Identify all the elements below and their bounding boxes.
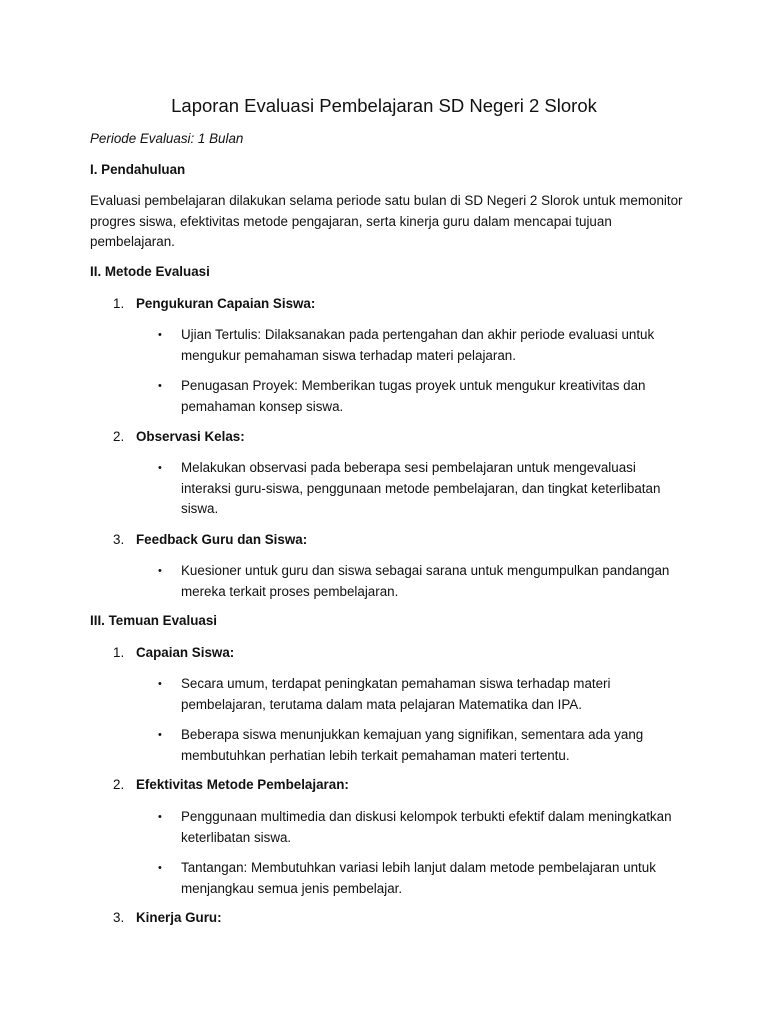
- list-item-label: Capaian Siswa:: [136, 645, 235, 660]
- bullet-text: Penugasan Proyek: Memberikan tugas proyek untuk mengukur kreativitas dan pemahaman konsep siswa.: [181, 378, 646, 414]
- bullet-text: Beberapa siswa menunjukkan kemajuan yang signifikan, sementara ada yang membutuhkan perhatian lebih terkait pemahaman materi tertentu.: [181, 727, 644, 763]
- list-number: 3.: [113, 532, 125, 547]
- bullet-text: Melakukan observasi pada beberapa sesi pembelajaran untuk mengevaluasi interaksi guru-siswa, penggunaan metode pembelajaran, dan tingkat keterlibatan siswa.: [181, 460, 661, 516]
- list-item: [158, 376, 678, 417]
- evaluation-period: Periode Evaluasi: 1 Bulan: [90, 131, 244, 146]
- list-item: [158, 325, 678, 366]
- list-item: [158, 725, 678, 766]
- list-item: [158, 858, 678, 899]
- method-item-2: [113, 429, 245, 444]
- list-item-label: Observasi Kelas:: [136, 429, 245, 444]
- list-item: [158, 458, 678, 520]
- bullet-icon: •: [158, 678, 162, 690]
- list-item-label: Efektivitas Metode Pembelajaran:: [136, 777, 349, 792]
- method-item-3: [113, 532, 307, 547]
- bullet-icon: •: [158, 565, 162, 577]
- list-number: 2.: [113, 777, 125, 792]
- bullet-icon: •: [158, 462, 162, 474]
- list-number: 3.: [113, 910, 125, 925]
- method-item-1: [113, 296, 315, 311]
- section-heading-method: II. Metode Evaluasi: [90, 264, 210, 279]
- list-item: [158, 807, 678, 848]
- list-item-label: Kinerja Guru:: [136, 910, 222, 925]
- bullet-icon: •: [158, 862, 162, 874]
- section-heading-findings: III. Temuan Evaluasi: [90, 613, 218, 628]
- bullet-icon: •: [158, 380, 162, 392]
- findings-item-2: [113, 777, 349, 792]
- bullet-icon: •: [158, 811, 162, 823]
- list-item-label: Pengukuran Capaian Siswa:: [136, 296, 316, 311]
- bullet-text: Ujian Tertulis: Dilaksanakan pada pertengahan dan akhir periode evaluasi untuk mengukur pemahaman siswa terhadap materi pelajaran.: [181, 327, 655, 363]
- bullet-icon: •: [158, 729, 162, 741]
- list-number: 1.: [113, 645, 125, 660]
- document-title: Laporan Evaluasi Pembelajaran SD Negeri 2 Slorok: [171, 95, 597, 116]
- bullet-text: Tantangan: Membutuhkan variasi lebih lanjut dalam metode pembelajaran untuk menjangkau semua jenis pembelajar.: [181, 860, 656, 896]
- list-item-label: Feedback Guru dan Siswa:: [136, 532, 308, 547]
- bullet-icon: •: [158, 329, 162, 341]
- list-item: [158, 674, 678, 715]
- bullet-text: Penggunaan multimedia dan diskusi kelompok terbukti efektif dalam meningkatkan keterlibatan siswa.: [181, 809, 672, 845]
- findings-item-1: [113, 645, 234, 660]
- list-number: 2.: [113, 429, 125, 444]
- intro-paragraph: Evaluasi pembelajaran dilakukan selama periode satu bulan di SD Negeri 2 Slorok untuk memonitor progres siswa, efektivitas metode pengajaran, serta kinerja guru dalam mencapai tujuan pembelajaran.: [90, 193, 683, 249]
- bullet-text: Secara umum, terdapat peningkatan pemahaman siswa terhadap materi pembelajaran, terutama dalam mata pelajaran Matematika dan IPA.: [181, 676, 611, 712]
- bullet-text: Kuesioner untuk guru dan siswa sebagai sarana untuk mengumpulkan pandangan mereka terkait proses pembelajaran.: [181, 563, 670, 599]
- findings-item-3: [113, 910, 222, 925]
- list-item: [158, 561, 678, 602]
- section-heading-intro: I. Pendahuluan: [90, 162, 186, 177]
- list-number: 1.: [113, 296, 125, 311]
